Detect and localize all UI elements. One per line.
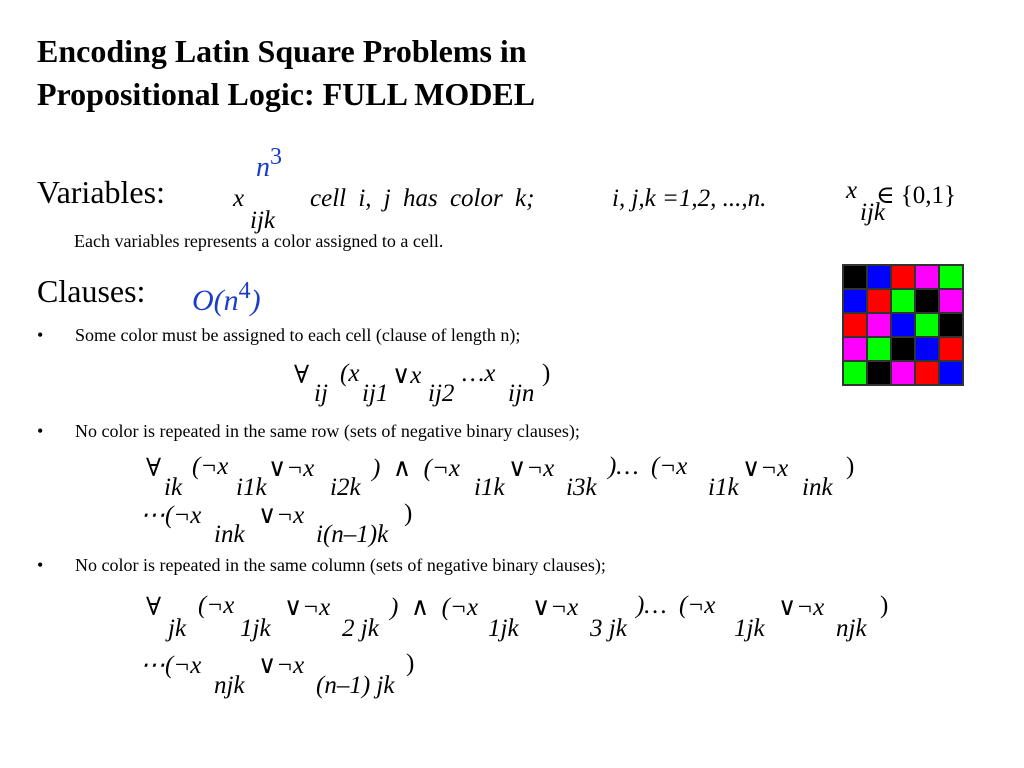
formula-1-dots: …x: [462, 360, 496, 387]
formula-3b-sub-2: (n–1) jk: [316, 672, 395, 699]
formula-3-term-2c: )… (¬x: [636, 592, 716, 619]
latin-square-cell: [891, 361, 915, 385]
formula-1-forall: ∀: [294, 362, 310, 389]
latin-square-cell: [891, 265, 915, 289]
variable-description: cell i, j has color k;: [310, 185, 535, 212]
latin-square-cell: [843, 265, 867, 289]
formula-3-sub-1b: 2 jk: [342, 615, 379, 642]
latin-square-cell: [939, 289, 963, 313]
formula-3-sub-2b: 3 jk: [590, 615, 627, 642]
formula-2-sub-1a: i1k: [236, 474, 267, 501]
formula-2-forall-sub: ik: [164, 474, 183, 501]
bullet-2-text: No color is repeated in the same row (sets of negative binary clauses);: [75, 421, 580, 441]
formula-2-term-2c: )… (¬x: [608, 453, 688, 480]
bullet-marker: •: [37, 325, 44, 345]
latin-square-cell: [867, 313, 891, 337]
bullet-3: [37, 555, 857, 579]
formula-1-or: ∨x: [392, 362, 422, 389]
variables-count-exp: 3: [270, 144, 282, 170]
clauses-complexity: [192, 278, 261, 318]
formula-1-forall-sub: ij: [314, 380, 328, 407]
formula-3b-sub-1: njk: [214, 672, 245, 699]
latin-square-cell: [891, 289, 915, 313]
domain-x: x: [846, 177, 858, 204]
formula-2-term-1c: ) ∧ (¬x: [372, 455, 460, 482]
formula-3-sub-1a: 1jk: [240, 615, 271, 642]
formula-2-term-2b: ∨¬x: [508, 455, 555, 482]
formula-3-term-1c: ) ∧ (¬x: [390, 594, 478, 621]
formula-3-sub-3b: njk: [836, 615, 867, 642]
variable-domain: ∈ {0,1}: [876, 182, 957, 209]
complexity-o: O(n: [192, 284, 239, 317]
formula-1-close: ): [542, 360, 551, 387]
formula-2-sub-2b: i3k: [566, 474, 597, 501]
formula-2-sub-3b: ink: [802, 474, 833, 501]
bullet-2: [37, 421, 837, 445]
slide-title: [37, 30, 535, 116]
formula-3-term-1a: (¬x: [198, 592, 235, 619]
latin-square-cell: [843, 337, 867, 361]
latin-square-cell: [939, 361, 963, 385]
var-x: x: [233, 185, 245, 212]
formula-2-term-3c: ): [846, 453, 855, 480]
latin-square-cell: [939, 313, 963, 337]
bullet-marker: •: [37, 555, 44, 575]
formula-2-sub-3a: i1k: [708, 474, 739, 501]
domain-subscript: ijk: [860, 199, 885, 226]
formula-2b-term-1: ⋯(¬x: [140, 502, 202, 529]
latin-square-cell: [891, 313, 915, 337]
formula-1-sub-2: ij2: [428, 380, 455, 407]
latin-square-cell: [867, 265, 891, 289]
latin-square-cell: [915, 337, 939, 361]
formula-1-sub-1: ij1: [362, 380, 389, 407]
formula-3-term-2b: ∨¬x: [532, 594, 579, 621]
formula-2b-term-2: ∨¬x: [258, 502, 305, 529]
latin-square-cell: [867, 361, 891, 385]
variables-note: Each variables represents a color assigned to a cell.: [74, 231, 444, 251]
latin-square-cell: [867, 337, 891, 361]
formula-3-forall: ∀: [146, 594, 162, 621]
formula-2-sub-2a: i1k: [474, 474, 505, 501]
formula-3-sub-3a: 1jk: [734, 615, 765, 642]
latin-square-cell: [891, 337, 915, 361]
formula-2b-term-3: ): [404, 500, 413, 527]
formula-3-term-3c: ): [880, 592, 889, 619]
title-line-1: Encoding Latin Square Problems in: [37, 33, 527, 69]
formula-2b-sub-1: ink: [214, 521, 245, 548]
formula-2b-sub-2: i(n–1)k: [316, 521, 389, 548]
latin-square-cell: [915, 265, 939, 289]
var-subscript: ijk: [250, 207, 275, 234]
latin-square-cell: [915, 313, 939, 337]
latin-square-cell: [867, 289, 891, 313]
bullet-1-text: Some color must be assigned to each cell (clause of length n);: [75, 325, 521, 345]
formula-3b-term-1: ⋯(¬x: [140, 652, 202, 679]
latin-square-cell: [939, 337, 963, 361]
bullet-1: [37, 325, 797, 349]
latin-square-cell: [843, 361, 867, 385]
variable-range: i, j,k =1,2, ...,n.: [612, 185, 767, 212]
latin-square-cell: [939, 265, 963, 289]
complexity-close: ): [250, 284, 261, 317]
bullet-3-text: No color is repeated in the same column (sets of negative binary clauses);: [75, 555, 606, 575]
formula-1-sub-n: ijn: [508, 380, 535, 407]
latin-square-cell: [843, 313, 867, 337]
variables-count-n: n: [256, 152, 270, 183]
formula-3-forall-sub: jk: [168, 615, 187, 642]
latin-square-grid: [842, 264, 964, 386]
bullet-marker: •: [37, 421, 44, 441]
formula-3b-term-2: ∨¬x: [258, 652, 305, 679]
latin-square-cell: [843, 289, 867, 313]
formula-3b-term-3: ): [406, 650, 415, 677]
formula-3-sub-2a: 1jk: [488, 615, 519, 642]
latin-square-cell: [915, 289, 939, 313]
variables-label: Variables:: [37, 174, 165, 210]
formula-2-term-1a: (¬x: [192, 453, 229, 480]
clauses-label: Clauses:: [37, 273, 146, 309]
formula-2-term-3b: ∨¬x: [742, 455, 789, 482]
formula-3-term-1b: ∨¬x: [284, 594, 331, 621]
title-line-2: Propositional Logic: FULL MODEL: [37, 76, 536, 112]
complexity-exp: 4: [238, 278, 251, 304]
formula-2-sub-1b: i2k: [330, 474, 361, 501]
latin-square-cell: [915, 361, 939, 385]
formula-3-term-3b: ∨¬x: [778, 594, 825, 621]
formula-2-forall: ∀: [146, 455, 162, 482]
formula-2-term-1b: ∨¬x: [268, 455, 315, 482]
variables-count: [256, 144, 282, 184]
formula-1-open: (x: [340, 360, 360, 387]
